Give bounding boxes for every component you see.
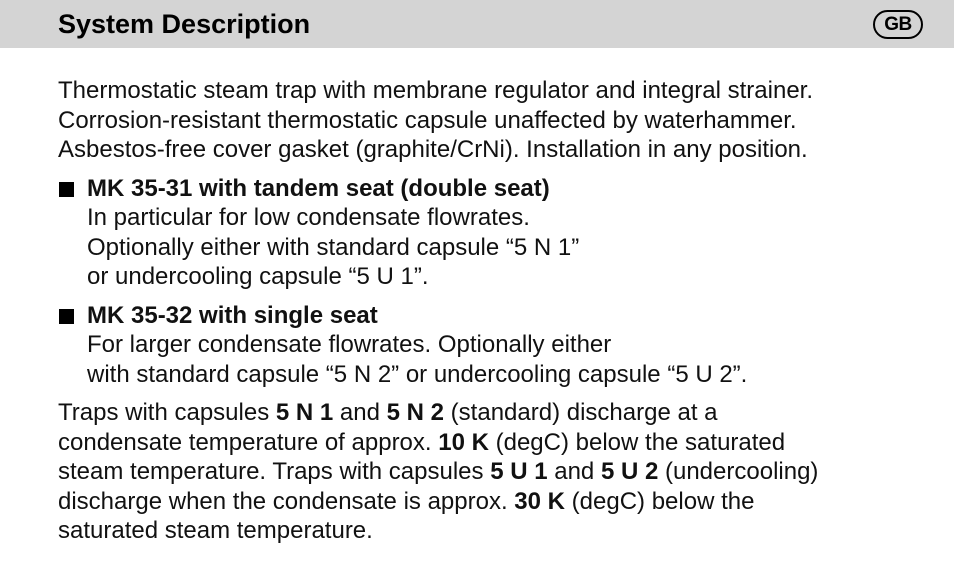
model-list [58, 174, 938, 390]
closing-text: (degC) below the [565, 487, 755, 515]
capsule-code: 5 N 1 [275, 399, 334, 426]
closing-line [58, 487, 938, 517]
header-bar [0, 0, 954, 48]
closing-text: discharge when the condensate is approx. [58, 487, 515, 515]
closing-text: and [547, 458, 601, 485]
intro-paragraph [58, 76, 938, 165]
square-bullet-icon [59, 309, 74, 324]
temperature-value: 30 K [514, 487, 565, 515]
list-item-line: with standard capsule “5 N 2” or undercooling capsule “5 U 2”. [87, 360, 748, 388]
intro-line: Asbestos-free cover gasket (graphite/CrNi). Installation in any position. [58, 136, 808, 163]
closing-text: (undercooling) [658, 458, 819, 485]
list-item-mk-35-32 [58, 301, 938, 390]
temperature-value: 10 K [438, 428, 489, 456]
document-body [58, 76, 938, 546]
closing-text: and [333, 399, 387, 426]
closing-paragraph [58, 398, 938, 546]
closing-line [58, 398, 938, 428]
closing-text: saturated steam temperature. [58, 517, 373, 544]
language-badge: GB [873, 10, 923, 39]
closing-text: Traps with capsules [58, 399, 276, 426]
page-title: System Description [58, 9, 311, 39]
capsule-code: 5 U 2 [600, 458, 659, 485]
list-item-line: For larger condensate flowrates. Optionally either [87, 331, 612, 358]
capsule-code: 5 N 2 [386, 399, 445, 426]
square-bullet-icon [59, 182, 74, 197]
closing-text: steam temperature. Traps with capsules [58, 458, 491, 485]
closing-line [58, 428, 938, 458]
intro-line: Corrosion-resistant thermostatic capsule unaffected by waterhammer. [58, 106, 797, 134]
closing-text: condensate temperature of approx. [58, 428, 439, 456]
list-item-line: Optionally either with standard capsule “5 N 1” [87, 233, 580, 261]
intro-line: Thermostatic steam trap with membrane regulator and integral strainer. [58, 77, 814, 104]
closing-line [58, 457, 938, 487]
capsule-code: 5 U 1 [490, 458, 548, 485]
list-item-title: MK 35-31 with tandem seat (double seat) [87, 174, 550, 202]
closing-text: (standard) discharge at a [444, 399, 718, 426]
closing-text: (degC) below the saturated [488, 428, 786, 456]
list-item-title: MK 35-32 with single seat [87, 301, 378, 329]
list-item-line: or undercooling capsule “5 U 1”. [87, 263, 429, 290]
list-item-mk-35-31 [58, 174, 938, 292]
list-item-line: In particular for low condensate flowrates. [87, 204, 530, 231]
closing-line [58, 516, 938, 546]
